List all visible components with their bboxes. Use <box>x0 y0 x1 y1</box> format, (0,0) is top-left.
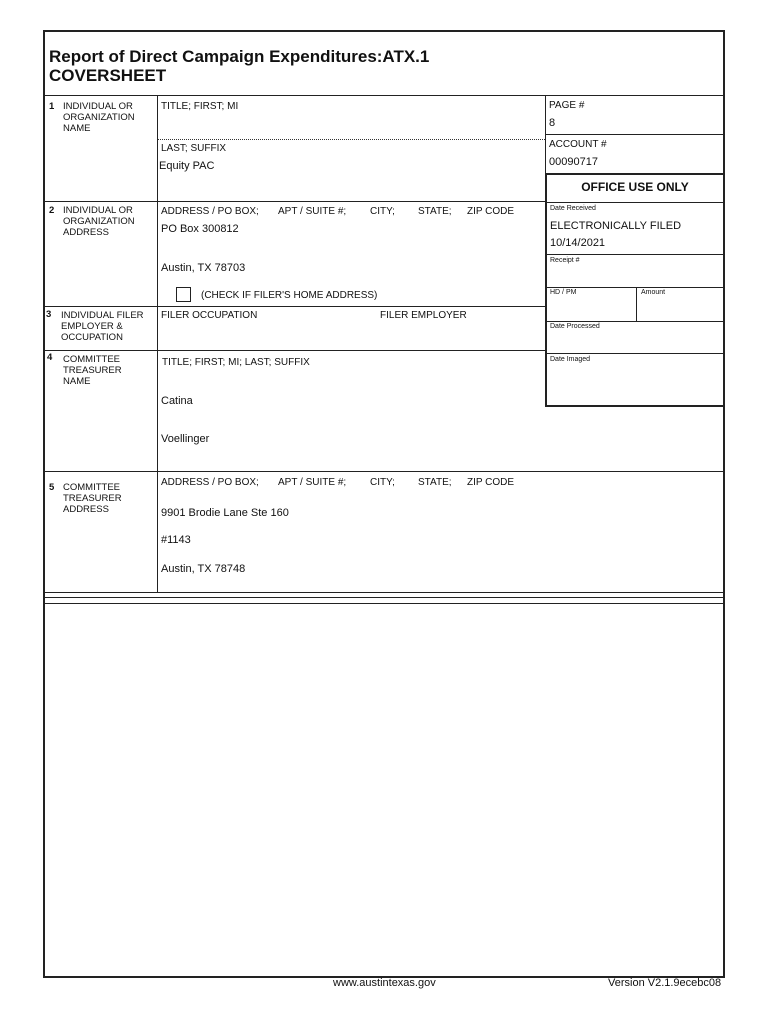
date-received-value: ELECTRONICALLY FILED <box>550 220 682 232</box>
section4-label: COMMITTEE TREASURER NAME <box>63 354 122 387</box>
divider <box>43 95 725 96</box>
home-address-check-label: (CHECK IF FILER'S HOME ADDRESS) <box>201 290 378 301</box>
account-label: ACCOUNT # <box>549 139 607 150</box>
section5-label: COMMITTEE TREASURER ADDRESS <box>63 482 122 515</box>
home-address-checkbox[interactable] <box>176 287 191 302</box>
page-label: PAGE # <box>549 100 585 111</box>
apt-col-label: APT / SUITE #; <box>278 206 347 217</box>
hd-pm-label: HD / PM <box>550 289 577 296</box>
treasurer-address-line2: #1143 <box>161 534 191 546</box>
divider <box>545 321 725 322</box>
section-number: 4 <box>47 352 53 363</box>
divider <box>43 597 725 598</box>
date-processed-label: Date Processed <box>550 323 600 330</box>
section-number: 5 <box>49 482 55 493</box>
date-received-date: 10/14/2021 <box>550 237 606 249</box>
zip-col-label: ZIP CODE <box>467 206 515 217</box>
divider <box>43 350 545 351</box>
treasurer-address-line1: 9901 Brodie Lane Ste 160 <box>161 507 289 519</box>
treasurer-last-name: Voellinger <box>161 433 210 445</box>
divider <box>545 134 725 135</box>
divider <box>545 287 725 288</box>
receipt-label: Receipt # <box>550 257 580 264</box>
divider <box>545 353 725 354</box>
address-col-label: ADDRESS / PO BOX; <box>161 206 259 217</box>
office-use-title: OFFICE USE ONLY <box>581 180 689 194</box>
divider <box>43 201 545 202</box>
organization-address-line2: Austin, TX 78703 <box>161 262 246 274</box>
title-first-mi-label: TITLE; FIRST; MI <box>161 101 239 112</box>
filer-employer-label: FILER EMPLOYER <box>380 310 467 321</box>
form-title: Report of Direct Campaign Expenditures:ATX.1 <box>49 47 430 66</box>
footer-version: Version V2.1.9ecebc08 <box>608 977 722 989</box>
city-col-label: CITY; <box>370 206 395 217</box>
organization-name: Equity PAC <box>159 160 215 172</box>
state-col-label: STATE; <box>418 477 452 488</box>
amount-label: Amount <box>641 289 666 296</box>
divider <box>545 254 725 255</box>
dotted-divider <box>157 139 545 140</box>
section3-label: INDIVIDUAL FILER EMPLOYER & OCCUPATION <box>61 310 144 343</box>
zip-col-label: ZIP CODE <box>467 477 515 488</box>
footer-website[interactable]: www.austintexas.gov <box>333 977 436 989</box>
section2-label: INDIVIDUAL OR ORGANIZATION ADDRESS <box>63 205 135 238</box>
treasurer-first-name: Catina <box>161 395 193 407</box>
date-imaged-label: Date Imaged <box>550 356 591 363</box>
section-number: 2 <box>49 205 55 216</box>
apt-col-label: APT / SUITE #; <box>278 477 347 488</box>
organization-address-line1: PO Box 300812 <box>161 223 239 235</box>
divider <box>545 202 725 203</box>
filer-occupation-label: FILER OCCUPATION <box>161 310 258 321</box>
section1-label: INDIVIDUAL OR ORGANIZATION NAME <box>63 101 135 134</box>
address-col-label: ADDRESS / PO BOX; <box>161 477 259 488</box>
state-col-label: STATE; <box>418 206 452 217</box>
divider <box>43 603 725 604</box>
treasurer-address-line3: Austin, TX 78748 <box>161 563 246 575</box>
label-column-divider <box>157 95 158 592</box>
divider <box>43 592 725 593</box>
divider <box>43 471 725 472</box>
last-suffix-label: LAST; SUFFIX <box>161 143 227 154</box>
city-col-label: CITY; <box>370 477 395 488</box>
date-received-label: Date Received <box>550 205 596 212</box>
section-number: 3 <box>46 309 52 320</box>
account-value: 00090717 <box>549 156 598 168</box>
page-value: 8 <box>549 117 556 129</box>
form-subtitle: COVERSHEET <box>49 66 167 85</box>
divider <box>636 287 637 321</box>
section-number: 1 <box>49 101 55 112</box>
treasurer-name-field-label: TITLE; FIRST; MI; LAST; SUFFIX <box>162 357 310 368</box>
divider <box>43 306 545 307</box>
